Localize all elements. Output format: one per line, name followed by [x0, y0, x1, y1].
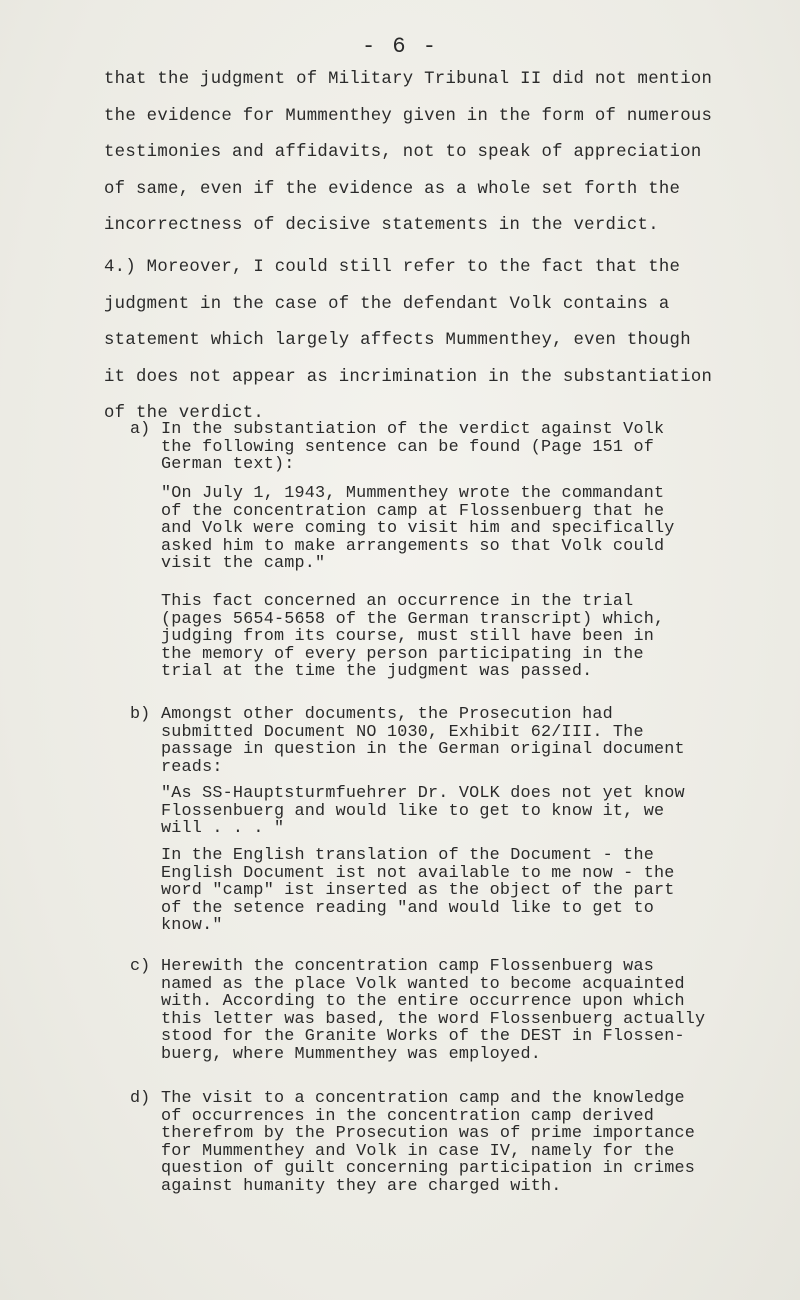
item-a-quote [161, 485, 721, 573]
text-line: question of guilt concerning participation in crimes [161, 1159, 696, 1179]
text-line: The visit to a concentration camp and the knowledge [161, 1089, 685, 1108]
text-line: 4.) Moreover, I could still refer to the fact that the [104, 258, 681, 277]
text-line: named as the place Volk wanted to become acquainted [161, 974, 685, 994]
text-line: Amongst other documents, the Prosecution had [161, 705, 613, 724]
text-line: asked him to make arrangements so that Volk could [161, 536, 665, 556]
text-line: it does not appear as incrimination in the substantiation [104, 367, 713, 387]
page-number: - 6 - [361, 34, 438, 59]
text-line: of the concentration camp at Flossenbuerg that he [161, 501, 665, 521]
point-4-paragraph [104, 250, 713, 433]
text-line: of the setence reading "and would like to get to [161, 898, 654, 918]
item-a-comment [161, 593, 721, 681]
text-line: passage in question in the German original document [161, 740, 685, 760]
item-b-intro [161, 706, 721, 776]
text-line: stood for the Granite Works of the DEST in Flossen- [161, 1027, 685, 1047]
text-line: English Document ist not available to me now - the [161, 863, 675, 883]
text-line: Flossenbuerg and would like to get to know it, we [161, 801, 665, 821]
text-line: and Volk were coming to visit him and specifically [161, 519, 675, 539]
text-line: the memory of every person participating in the [161, 644, 644, 664]
text-line: "On July 1, 1943, Mummenthey wrote the commandant [161, 484, 665, 503]
text-line: In the English translation of the Document - the [161, 846, 654, 865]
text-line: "As SS-Hauptsturmfuehrer Dr. VOLK does not yet know [161, 784, 685, 803]
item-a-marker: a) [130, 420, 151, 439]
text-line: know." [161, 916, 223, 936]
text-line: of occurrences in the concentration camp derived [161, 1106, 654, 1126]
text-line: statement which largely affects Mummenthey, even though [104, 331, 691, 350]
item-a-intro [161, 421, 721, 474]
text-line: against humanity they are charged with. [161, 1176, 562, 1196]
text-line: reads: [161, 757, 223, 777]
opening-paragraph [104, 62, 713, 245]
item-b-comment [161, 847, 721, 935]
text-line: incorrectness of decisive statements in the verdict. [104, 216, 659, 235]
text-line: judgment in the case of the defendant Volk contains a [104, 294, 670, 314]
text-line: that the judgment of Military Tribunal II did not mention [104, 70, 713, 89]
text-line: buerg, where Mummenthey was employed. [161, 1044, 542, 1064]
item-d-paragraph [161, 1090, 721, 1196]
text-line: will . . . " [161, 819, 285, 839]
text-line: word "camp" ist inserted as the object of the part [161, 881, 675, 901]
text-line: testimonies and affidavits, not to speak of appreciation [104, 143, 702, 162]
text-line: the evidence for Mummenthey given in the form of numerous [104, 106, 713, 126]
text-line: trial at the time the judgment was passed. [161, 662, 593, 682]
item-d-marker: d) [130, 1089, 151, 1108]
text-line: visit the camp." [161, 554, 326, 574]
text-line: this letter was based, the word Flossenbuerg actually [161, 1009, 706, 1029]
text-line: submitted Document NO 1030, Exhibit 62/III. The [161, 722, 644, 742]
text-line: of same, even if the evidence as a whole set forth the [104, 179, 681, 199]
text-line: German text): [161, 455, 295, 475]
text-line: (pages 5654-5658 of the German transcript) which, [161, 609, 665, 629]
text-line: of the verdict. [104, 404, 265, 423]
text-line: In the substantiation of the verdict against Volk [161, 420, 665, 439]
text-line: Herewith the concentration camp Flossenbuerg was [161, 957, 654, 976]
item-b-marker: b) [130, 705, 151, 724]
text-line: for Mummenthey and Volk in case IV, namely for the [161, 1141, 675, 1161]
item-c-marker: c) [130, 957, 151, 976]
text-line: therefrom by the Prosecution was of prime importance [161, 1124, 696, 1144]
item-c-paragraph [161, 958, 721, 1064]
item-b-quote [161, 785, 721, 838]
text-line: This fact concerned an occurrence in the trial [161, 592, 634, 611]
text-line: with. According to the entire occurrence upon which [161, 992, 685, 1012]
text-line: the following sentence can be found (Page 151 of [161, 437, 654, 457]
text-line: judging from its course, must still have been in [161, 627, 654, 647]
